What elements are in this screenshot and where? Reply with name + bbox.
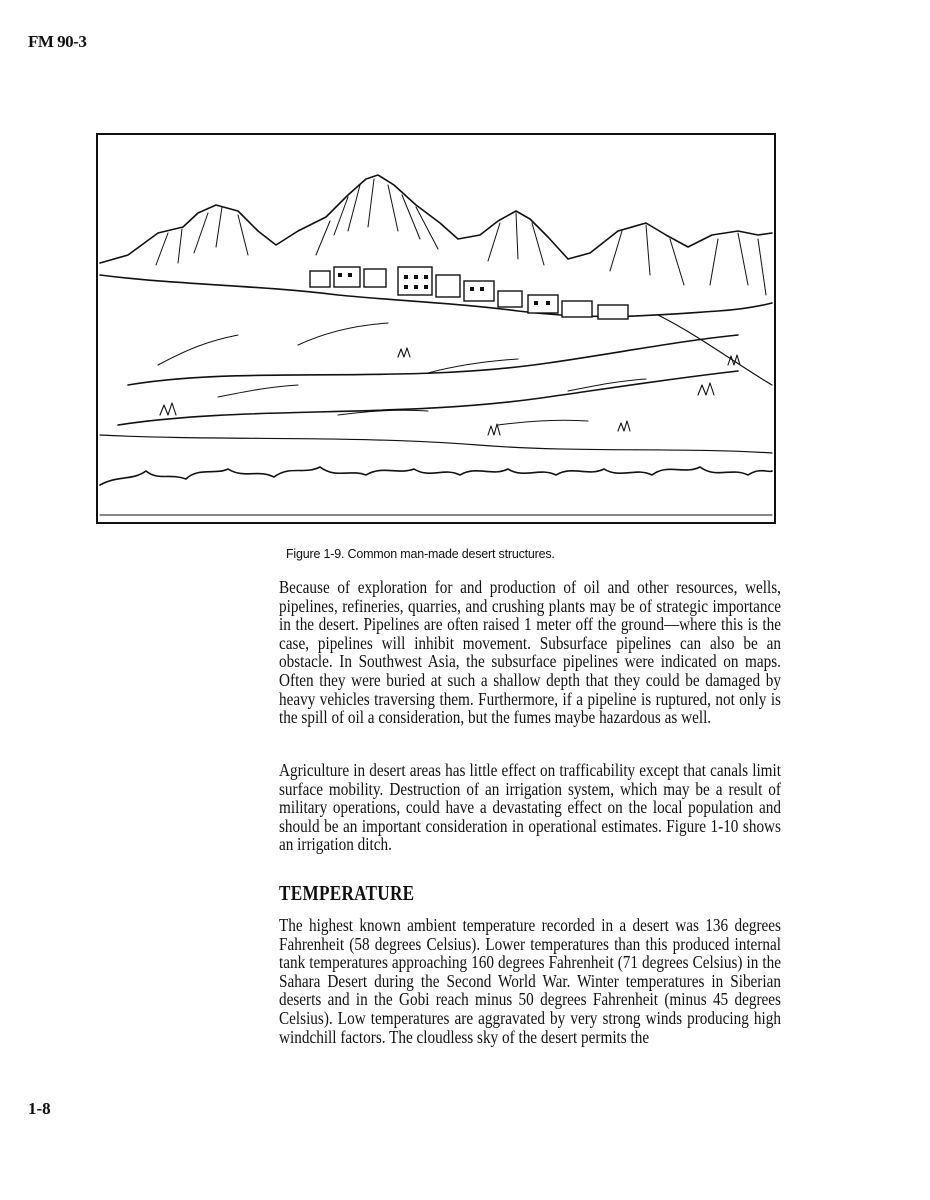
ground-line	[100, 435, 772, 453]
road-upper	[128, 335, 738, 385]
foreground-brush	[100, 467, 772, 485]
section-heading-temperature: TEMPERATURE	[279, 881, 415, 905]
desert-structures-illustration	[96, 133, 776, 524]
landscape-sketch	[98, 135, 774, 522]
paragraph-agriculture: Agriculture in desert areas has little effect on trafficability except that canals limit surface mobility. Destruction of an irrigation system, which may be a result of military operations, could have a devastating effect on the local population and should be an important consideration in operational estimates. Figure 1-10 shows an irrigation ditch.	[279, 760, 781, 855]
paragraph-temperature: The highest known ambient temperature recorded in a desert was 136 degrees Fahrenheit (58 degrees Celsius). Lower temperatures than this produced internal tank temperatures approaching 160 degrees Fahrenheit (71 degrees Celsius) in the Sahara Desert during the Second World War. Winter temperatures in Siberian deserts and in the Gobi reach minus 50 degrees Fahrenheit (minus 45 degrees Celsius). Low temperatures are aggravated by very strong winds producing high windchill factors. The cloudless sky of the desert permits the	[279, 915, 781, 1047]
page-number: 1-8	[28, 1099, 51, 1118]
mountain-hatching	[156, 179, 766, 295]
document-id-header: FM 90-3	[28, 32, 87, 51]
mountain-ridge	[100, 175, 772, 263]
paragraph-structures: Because of exploration for and production of oil and other resources, wells, pipelines, refineries, quarries, and crushing plants may be of strategic importance in the desert. Pipelines are often raised 1 meter off the ground—where this is the case, pipelines will inhibit movement. Subsurface pipelines can also be an obstacle. In Southwest Asia, the subsurface pipelines were indicated on maps. Often they were buried at such a shallow depth that they could be damaged by heavy vehicles traversing them. Furthermore, if a pipeline is ruptured, not only is the spill of oil a consideration, but the fumes maybe hazardous as well.	[279, 577, 781, 728]
figure-caption: Figure 1-9. Common man-made desert structures.	[286, 547, 555, 561]
building-cluster	[310, 267, 628, 319]
